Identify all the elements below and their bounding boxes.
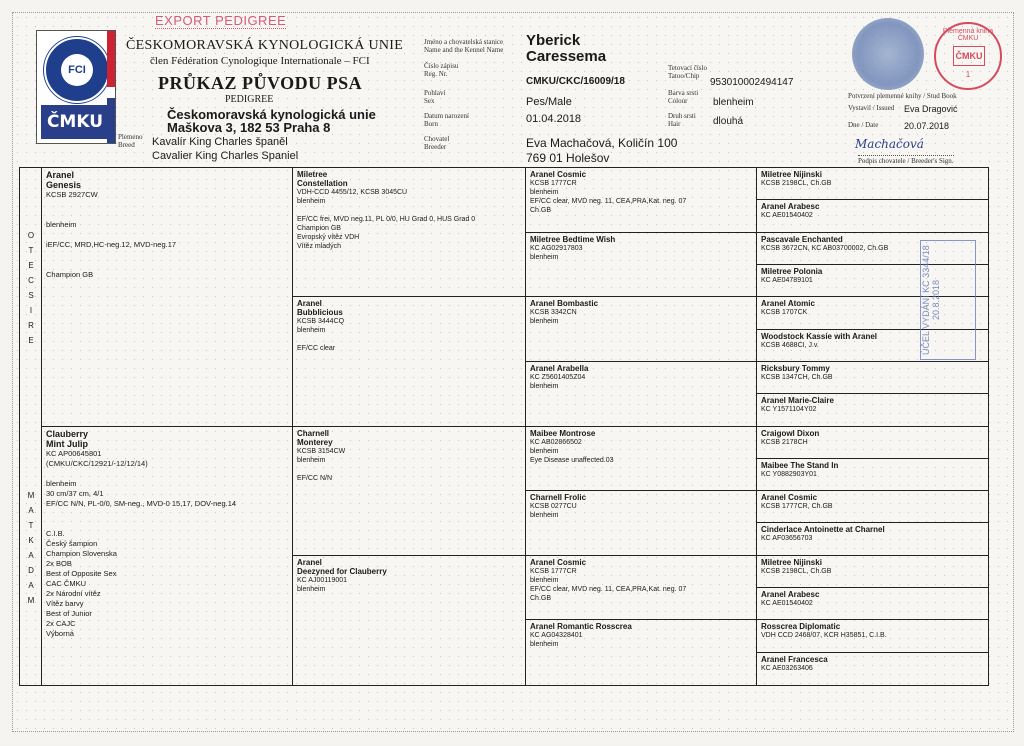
red-stamp-number: 1 bbox=[965, 70, 971, 79]
ancestor-detail: Eye Disease unaffected.03 bbox=[530, 456, 614, 464]
ancestor-detail: blenheim bbox=[530, 447, 559, 455]
ancestor-detail: CAC ČMKU bbox=[46, 578, 87, 588]
ancestor-detail: blenheim bbox=[297, 456, 326, 464]
side-letter: M bbox=[27, 596, 35, 605]
ancestor-name: Maibee Montrose bbox=[530, 428, 596, 438]
ancestor-name: Miletree bbox=[297, 170, 328, 179]
ancestor-detail: Český šampion bbox=[46, 538, 98, 548]
fci-seal-icon bbox=[44, 37, 110, 103]
great-grandparent-cell bbox=[526, 168, 757, 233]
side-labels bbox=[19, 167, 42, 686]
ancestor-detail: KCSB 2198CL, Ch.GB bbox=[761, 180, 832, 187]
ancestor-detail: Evropský vítěz VDH bbox=[297, 234, 360, 241]
side-letter: C bbox=[28, 276, 34, 285]
ancestor-detail bbox=[46, 200, 288, 210]
issued-label: Vystavil / Issued bbox=[848, 104, 895, 112]
ancestor-detail: 2x Národní vítěz bbox=[46, 588, 101, 598]
side-letter: O bbox=[27, 231, 35, 240]
ancestor-g4-cell bbox=[757, 588, 988, 620]
ancestor-detail: KC AE01540402 bbox=[761, 600, 813, 608]
registration-number: CMKU/CKC/16009/18 bbox=[526, 76, 625, 87]
ancestor-name: Aranel Marie-Claire bbox=[761, 396, 834, 406]
ancestor-name: Maibee The Stand In bbox=[761, 460, 839, 470]
ancestor-g4-cell bbox=[757, 362, 988, 394]
reg-label: Číslo zápisu Reg. Nr. bbox=[424, 62, 459, 78]
ancestor-name: Clauberry bbox=[46, 428, 89, 439]
ancestor-detail: KC AG02917803 bbox=[530, 244, 583, 252]
grandparent-cell bbox=[293, 556, 526, 685]
ancestor-detail: 2x CAJC bbox=[46, 618, 76, 628]
breed-czech: Kavalír King Charles španěl bbox=[152, 136, 288, 148]
ancestor-name: Aranel Bombastic bbox=[530, 299, 599, 309]
ancestor-name: Miletree Nijinski bbox=[761, 557, 822, 567]
ancestor-name: Rosscrea Diplomatic bbox=[761, 622, 841, 632]
ancestor-detail: Ch.GB bbox=[530, 594, 552, 602]
ancestor-detail: KCSB 3154CW bbox=[297, 447, 346, 455]
ancestor-name: Aranel Arabella bbox=[530, 363, 589, 373]
breeder-line-1: Eva Machačová, Količín 100 bbox=[526, 136, 678, 150]
handwritten-signature: Machačová bbox=[855, 137, 924, 151]
ancestor-detail bbox=[46, 509, 288, 519]
ancestor-g4-cell bbox=[757, 653, 988, 685]
fci-membership: člen Fédération Cynologique Internationale – FCI bbox=[150, 55, 370, 67]
signature-label: Podpis chovatele / Breeder's Sign. bbox=[858, 157, 954, 165]
ancestor-detail: blenheim bbox=[46, 478, 77, 488]
sire-side-label bbox=[20, 228, 42, 486]
side-letter: E bbox=[28, 261, 34, 270]
breeder-label: Chovatel Breeder bbox=[424, 135, 450, 151]
breeder-line-2: 769 01 Holešov bbox=[526, 151, 610, 165]
ancestor-detail: KCSB 2198CL, Ch.GB bbox=[761, 567, 832, 575]
ancestor-name: Monterey bbox=[297, 437, 333, 447]
ancestor-detail: blenheim bbox=[530, 512, 559, 520]
pedigree-table bbox=[41, 167, 989, 686]
ancestor-detail: KC AP00645801 bbox=[46, 448, 102, 458]
ancestor-detail: EF/CC N/N, PL-0/0, SM-neg., MVD-0 15,17, DOV-neg.14 bbox=[46, 498, 237, 508]
side-letter: A bbox=[28, 551, 34, 560]
ancestor-g4-cell bbox=[757, 394, 988, 426]
side-letter: A bbox=[28, 581, 34, 590]
ancestor-detail: EF/CC clear, MVD neg. 11, CEA,PRA,Kat. neg. 07 bbox=[530, 585, 687, 593]
ancestor-detail: Champion Slovenska bbox=[46, 548, 117, 558]
document-subtitle: PEDIGREE bbox=[225, 94, 274, 105]
ancestor-detail bbox=[46, 230, 288, 240]
ancestor-g4-cell bbox=[757, 620, 988, 652]
ancestor-detail: KCSB 1777CR bbox=[530, 180, 577, 187]
ancestor-detail: KC Y1571104Y02 bbox=[761, 406, 817, 414]
ancestor-detail: KCSB 3342CN bbox=[530, 309, 577, 317]
grandparent-cell bbox=[293, 168, 526, 297]
side-letter: T bbox=[28, 246, 34, 255]
ancestor-detail: KC Z5601405Z04 bbox=[530, 373, 586, 381]
ancestor-detail: KC AE03263406 bbox=[761, 664, 813, 672]
ancestor-detail: KCSB 1777CR bbox=[530, 567, 577, 575]
ancestor-g4-cell bbox=[757, 491, 988, 523]
ancestor-name: Genesis bbox=[46, 180, 82, 190]
ancestor-name: Aranel Arabesc bbox=[761, 590, 820, 600]
dam-side-label bbox=[20, 488, 42, 746]
issue-date: 20.07.2018 bbox=[904, 121, 950, 131]
ancestor-detail: KCSB 3672CN, KC AB03700002, Ch.GB bbox=[761, 244, 889, 252]
ancestor-name: Charnell Frolic bbox=[530, 493, 587, 503]
great-grandparent-cell bbox=[526, 620, 757, 685]
ancestor-detail bbox=[46, 469, 288, 479]
ancestor-detail: 2x BOB bbox=[46, 558, 72, 568]
fci-cmku-logo bbox=[36, 30, 116, 144]
ancestor-detail: EF/CC clear bbox=[297, 345, 336, 353]
ancestor-detail: Champion GB bbox=[46, 270, 94, 279]
ancestor-name: Craigowl Dixon bbox=[761, 428, 820, 438]
ancestor-detail: KCSB 2927CW bbox=[46, 190, 98, 199]
ancestor-detail: (CMKU/CKC/12921/-12/12/14) bbox=[46, 458, 148, 468]
dog-name-line-1: Yberick bbox=[526, 32, 581, 49]
ancestor-name: Pascavale Enchanted bbox=[761, 234, 843, 244]
fci-seal-text: FCI bbox=[61, 54, 93, 86]
ancestor-detail: Champion GB bbox=[297, 225, 341, 232]
sex-label: Pohlaví Sex bbox=[424, 89, 446, 105]
ancestor-name: Ricksbury Tommy bbox=[761, 363, 830, 373]
ancestor-detail: blenheim bbox=[530, 318, 559, 326]
ancestor-detail: Vítěz mladých bbox=[297, 243, 341, 250]
ancestor-detail: blenheim bbox=[530, 576, 559, 584]
ancestor-detail: KC AJ00119001 bbox=[297, 576, 348, 584]
ancestor-detail: KC Y0882903Y01 bbox=[761, 470, 817, 478]
side-letter: A bbox=[28, 506, 34, 515]
ancestor-name: Constellation bbox=[297, 179, 348, 188]
union-name: ČESKOMORAVSKÁ KYNOLOGICKÁ UNIE bbox=[126, 38, 404, 53]
ancestor-detail: blenheim bbox=[297, 198, 326, 205]
ancestor-detail bbox=[46, 250, 288, 260]
ancestor-name: Aranel Cosmic bbox=[530, 170, 587, 179]
ancestor-detail: KC AB02866502 bbox=[530, 438, 582, 446]
flag-stripe bbox=[107, 31, 115, 143]
dog-name-line-2: Caressema bbox=[526, 48, 607, 65]
ancestor-name: Aranel bbox=[46, 170, 75, 180]
grandparent-cell bbox=[293, 297, 526, 426]
side-letter: I bbox=[29, 306, 33, 315]
breeder-value bbox=[526, 136, 677, 166]
cmku-logo-text: ČMKU bbox=[41, 105, 109, 139]
date-label: Dne / Date bbox=[848, 121, 879, 129]
red-stamp-top-text: Plemenná kniha ČMKU bbox=[942, 28, 994, 42]
ancestor-g4-cell bbox=[757, 523, 988, 555]
ancestor-detail: KCSB 0277CU bbox=[530, 503, 577, 511]
ancestor-detail: Best of Opposite Sex bbox=[46, 568, 117, 578]
ancestor-detail: KC AE04789101 bbox=[761, 276, 813, 284]
ancestor-detail bbox=[46, 519, 288, 529]
chip-label: Tetovací číslo Tatoo/Chip bbox=[668, 64, 707, 80]
ancestor-name: Miletree Bedtime Wish bbox=[530, 234, 616, 244]
ancestor-detail bbox=[46, 210, 288, 220]
breed-label: Plemeno Breed bbox=[118, 133, 143, 149]
ancestor-detail: KCSB 1347CH, Ch.GB bbox=[761, 373, 833, 381]
coat-colour: blenheim bbox=[713, 97, 754, 108]
blue-hologram-stamp-icon bbox=[852, 18, 924, 90]
issued-by: Eva Dragović bbox=[904, 104, 958, 114]
ancestor-name: Aranel Cosmic bbox=[761, 493, 818, 503]
great-grandparent-cell bbox=[526, 491, 757, 556]
ancestor-detail: EF/CC N/N bbox=[297, 474, 332, 482]
ancestor-name: Miletree Polonia bbox=[761, 266, 823, 276]
ancestor-g4-cell bbox=[757, 200, 988, 232]
ancestor-detail: Best of Junior bbox=[46, 608, 92, 618]
red-stamp-center-text: ČMKU bbox=[953, 46, 985, 66]
ancestor-g4-cell bbox=[757, 556, 988, 588]
great-grandparent-cell bbox=[526, 427, 757, 492]
birth-date: 01.04.2018 bbox=[526, 113, 582, 125]
studbook-label: Potvrzení plemenné knihy / Stud Book bbox=[848, 92, 957, 100]
born-label: Datum narození Born bbox=[424, 112, 469, 128]
ancestor-detail: blenheim bbox=[530, 641, 559, 649]
ancestor-name: Aranel Cosmic bbox=[530, 557, 587, 567]
ancestor-detail: KCSB 2178CH bbox=[761, 438, 808, 446]
grandparent-cell bbox=[293, 427, 526, 556]
side-letter: D bbox=[28, 566, 34, 575]
side-letter: S bbox=[28, 291, 34, 300]
ancestor-detail bbox=[297, 206, 521, 215]
red-studbook-stamp-icon bbox=[934, 22, 1002, 90]
great-grandparent-cell bbox=[526, 233, 757, 298]
ancestor-name: Aranel Romantic Rosscrea bbox=[530, 622, 632, 632]
ancestor-name: Deezyned for Clauberry bbox=[297, 566, 387, 576]
ancestor-detail: C.I.B. bbox=[46, 528, 65, 538]
ancestor-detail bbox=[297, 335, 521, 344]
ancestor-detail: blenheim bbox=[530, 253, 559, 261]
ancestor-name: Charnell bbox=[297, 428, 330, 438]
ancestor-detail: VDH CCD 2468/07, KCR H35851, C.I.B. bbox=[761, 632, 887, 640]
vertical-stamp: ÚČEL VYDÁNÍ KC 3344/18 20.8.2018 bbox=[920, 240, 976, 360]
side-letter: T bbox=[28, 521, 34, 530]
ancestor-detail: Vítěz barvy bbox=[46, 598, 84, 608]
ancestor-name: Mint Julip bbox=[46, 438, 88, 449]
ancestor-name: Bubblicious bbox=[297, 308, 343, 318]
breed-english: Cavalier King Charles Spaniel bbox=[152, 150, 299, 162]
ancestor-name: Cinderlace Antoinette at Charnel bbox=[761, 525, 885, 535]
ancestor-detail: KC AF03656703 bbox=[761, 535, 813, 543]
great-grandparent-cell bbox=[526, 362, 757, 427]
ancestor-name: Aranel Francesca bbox=[761, 654, 828, 664]
ancestor-g4-cell bbox=[757, 459, 988, 491]
side-letter: R bbox=[28, 321, 34, 330]
export-pedigree-label: EXPORT PEDIGREE bbox=[155, 13, 287, 28]
ancestor-detail: EF/CC frei, MVD neg.11, PL 0/0, HU Grad 0, HUS Grad 0 bbox=[297, 216, 476, 223]
ancestor-detail bbox=[297, 465, 521, 474]
ancestor-detail: KCSB 1777CR, Ch.GB bbox=[761, 503, 833, 511]
hair-label: Druh srsti Hair bbox=[668, 112, 696, 128]
ancestor-detail: Ch.GB bbox=[530, 207, 552, 214]
dog-sex: Pes/Male bbox=[526, 96, 572, 108]
ancestor-name: Woodstock Kassie with Aranel bbox=[761, 331, 878, 341]
ancestor-detail: VDH-CCD 4455/12, KCSB 3045CU bbox=[297, 189, 408, 196]
ancestor-detail: iEF/CC, MRD,HC-neg.12, MVD-neg.17 bbox=[46, 240, 177, 249]
ancestor-detail: KCSB 3444CQ bbox=[297, 318, 345, 326]
ancestor-detail bbox=[46, 260, 288, 270]
side-letter: E bbox=[28, 336, 34, 345]
great-grandparent-cell bbox=[526, 297, 757, 362]
ancestor-name: Aranel bbox=[297, 557, 322, 567]
ancestor-detail: Výborná bbox=[46, 628, 74, 638]
side-letter: K bbox=[28, 536, 34, 545]
ancestor-detail: blenheim bbox=[530, 382, 559, 390]
sire-cell bbox=[42, 168, 293, 427]
issuer-address: Maškova 3, 182 53 Praha 8 bbox=[167, 120, 331, 135]
ancestor-detail: blenheim bbox=[297, 585, 326, 593]
ancestor-g4-cell bbox=[757, 427, 988, 459]
ancestor-detail: blenheim bbox=[46, 220, 77, 229]
ancestor-detail: blenheim bbox=[297, 327, 326, 335]
great-grandparent-cell bbox=[526, 556, 757, 621]
ancestor-detail: KCSB 4688CI, J.v. bbox=[761, 341, 819, 349]
side-letter: M bbox=[27, 491, 35, 500]
name-label: Jméno a chovatelská stanice Name and the Kennel Name bbox=[424, 38, 504, 54]
ancestor-detail: blenheim bbox=[530, 189, 559, 196]
issuer-name: Českomoravská kynologická unie bbox=[167, 107, 376, 122]
dam-cell bbox=[42, 427, 293, 686]
ancestor-detail: KC AE01540402 bbox=[761, 212, 813, 220]
ancestor-name: Aranel bbox=[297, 299, 322, 309]
document-title: PRŮKAZ PŮVODU PSA bbox=[158, 73, 363, 93]
ancestor-detail: 30 cm/37 cm, 4/1 bbox=[46, 488, 104, 498]
colour-label: Barva srsti Colour bbox=[668, 89, 699, 105]
ancestor-name: Aranel Atomic bbox=[761, 299, 815, 309]
ancestor-name: Miletree Nijinski bbox=[761, 170, 822, 179]
ancestor-name: Aranel Arabesc bbox=[761, 202, 820, 212]
ancestor-g4-cell bbox=[757, 168, 988, 200]
ancestor-detail: KCSB 1707CK bbox=[761, 309, 808, 317]
chip-number: 953010002494147 bbox=[710, 77, 794, 88]
coat-hair: dlouhá bbox=[713, 116, 744, 127]
ancestor-detail: KC AG04328401 bbox=[530, 632, 583, 640]
ancestor-detail: EF/CC clear, MVD neg. 11, CEA,PRA,Kat. neg. 07 bbox=[530, 198, 687, 205]
dog-name bbox=[526, 33, 606, 65]
